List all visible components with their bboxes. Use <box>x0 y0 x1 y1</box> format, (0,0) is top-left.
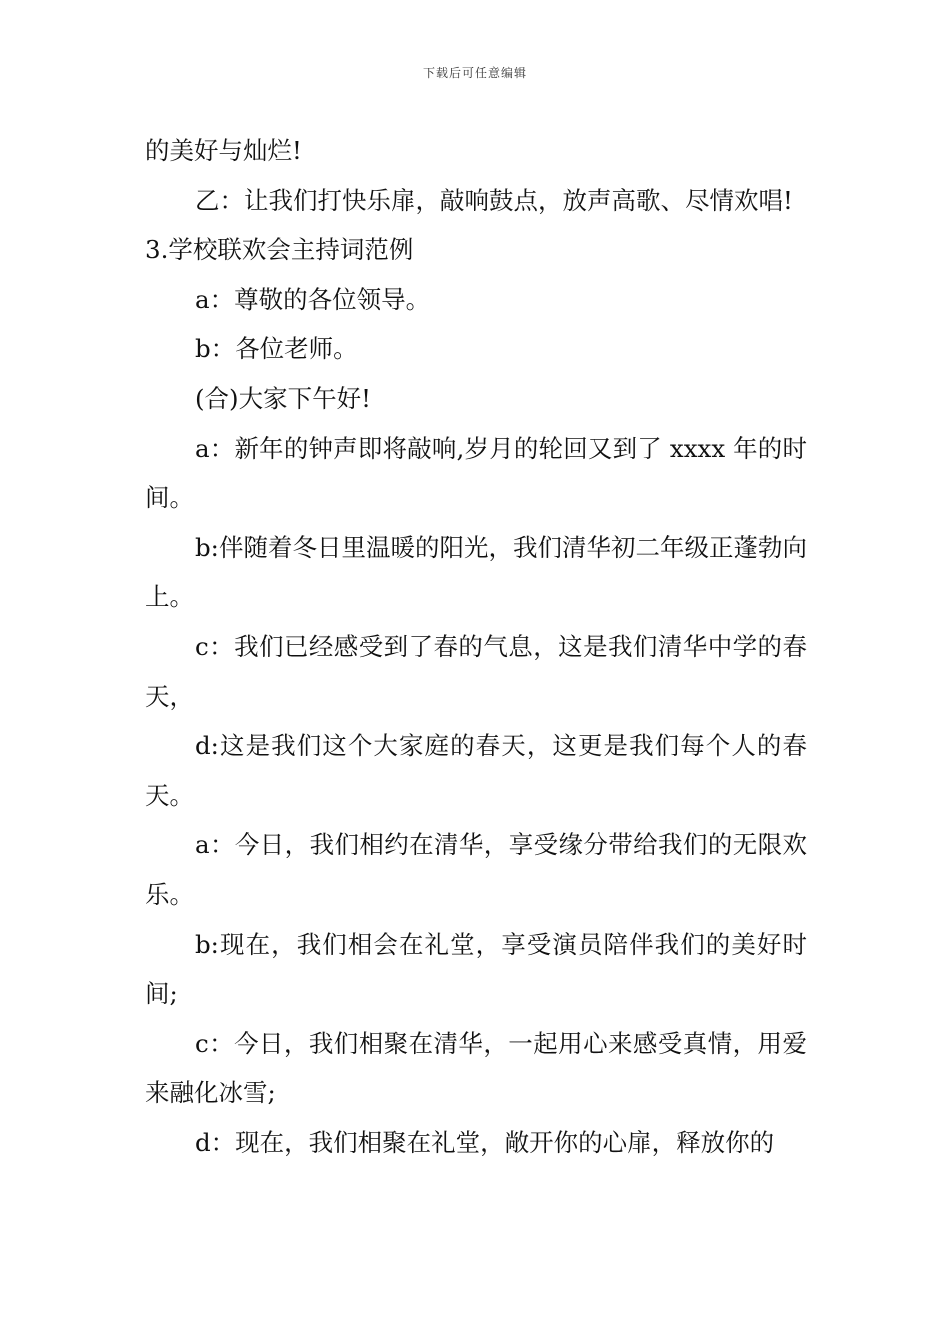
paragraph: 的美好与灿烂! <box>145 136 302 165</box>
paragraph: b：各位老师。 <box>195 334 358 364</box>
paragraph: d:这是我们这个大家庭的春天，这更是我们每个人的春天。 <box>145 731 807 810</box>
paragraph: c：我们已经感受到了春的气息，这是我们清华中学的春天， <box>145 631 807 711</box>
paragraph: d：现在，我们相聚在礼堂，敞开你的心扉，释放你的 <box>195 1127 775 1157</box>
paragraph: b:现在，我们相会在礼堂，享受演员陪伴我们的美好时间; <box>145 929 807 1009</box>
paragraph: a：尊敬的各位领导。 <box>195 284 431 314</box>
paragraph: (合)大家下午好! <box>195 383 371 413</box>
paragraph: 乙：让我们打快乐扉，敲响鼓点，放声高歌、尽情欢唱! <box>195 185 793 215</box>
paragraph: b:伴随着冬日里温暖的阳光，我们清华初二年级正蓬勃向上。 <box>145 532 807 612</box>
section-heading: 3.学校联欢会主持词范例 <box>145 235 414 265</box>
paragraph: a：今日，我们相约在清华，享受缘分带给我们的无限欢乐。 <box>145 830 807 909</box>
document-body <box>145 126 807 1167</box>
paragraph: a：新年的钟声即将敲响,岁月的轮回又到了 xxxx 年的时间。 <box>145 433 807 513</box>
page-header: 下载后可任意编辑 <box>422 66 527 80</box>
paragraph: c：今日，我们相聚在清华，一起用心来感受真情，用爱来融化冰雪; <box>145 1028 807 1108</box>
